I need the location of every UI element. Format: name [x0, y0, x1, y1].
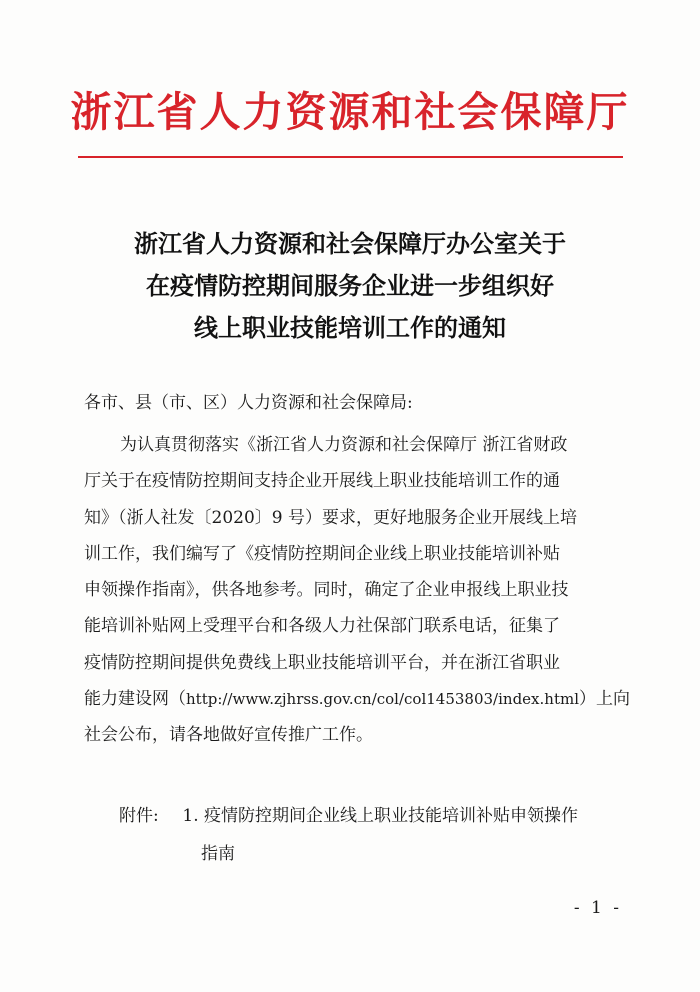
- body-paragraph: [84, 427, 634, 754]
- body-line-1: 为认真贯彻落实《浙江省人力资源和社会保障厅 浙江省财政: [120, 435, 568, 455]
- attachment-item-1: [119, 797, 578, 835]
- body-line-9: 社会公布，请各地做好宣传推广工作。: [84, 725, 373, 746]
- body-line-5: 申领操作指南》，供各地参考。同时，确定了企业申报线上职业技: [84, 580, 569, 601]
- title-line-3: 线上职业技能培训工作的通知: [194, 314, 506, 342]
- attachment-section: [119, 797, 578, 873]
- body-line-3: 知》（浙人社发〔2020〕9 号）要求，更好地服务企业开展线上培: [84, 507, 577, 528]
- body-line-4: 训工作，我们编写了《疫情防控期间企业线上职业技能培训补贴: [84, 543, 560, 564]
- red-separator-rule: [78, 156, 623, 158]
- body-line-7: 疫情防控期间提供免费线上职业技能培训平台，并在浙江省职业: [84, 652, 560, 673]
- issuing-organization-header: 浙江省人力资源和社会保障厅: [70, 88, 630, 136]
- salutation: 各市、县（市、区）人力资源和社会保障局:: [84, 393, 413, 413]
- attachment-item-number: 1.: [182, 806, 199, 826]
- body-line-2: 厅关于在疫情防控期间支持企业开展线上职业技能培训工作的通: [84, 471, 560, 492]
- notice-title: [70, 223, 630, 349]
- body-line-6: 能培训补贴网上受理平台和各级人力社保部门联系电话，征集了: [84, 616, 560, 637]
- attachment-item-continuation: 指南: [201, 844, 235, 864]
- url-line-prefix: 能力建设网（: [84, 689, 186, 710]
- attachment-item-text: 疫情防控期间企业线上职业技能培训补贴申领操作: [204, 806, 579, 826]
- url-line-suffix: ）上向: [579, 689, 630, 710]
- attachment-label: 附件:: [119, 806, 159, 826]
- title-line-2: 在疫情防控期间服务企业进一步组织好: [146, 272, 554, 300]
- title-line-1: 浙江省人力资源和社会保障厅办公室关于: [134, 230, 566, 258]
- website-url-link[interactable]: http://www.zjhrss.gov.cn/col/col1453803/index.html: [186, 690, 579, 709]
- page-number: - 1 -: [573, 898, 622, 918]
- body-line-8: [84, 681, 634, 717]
